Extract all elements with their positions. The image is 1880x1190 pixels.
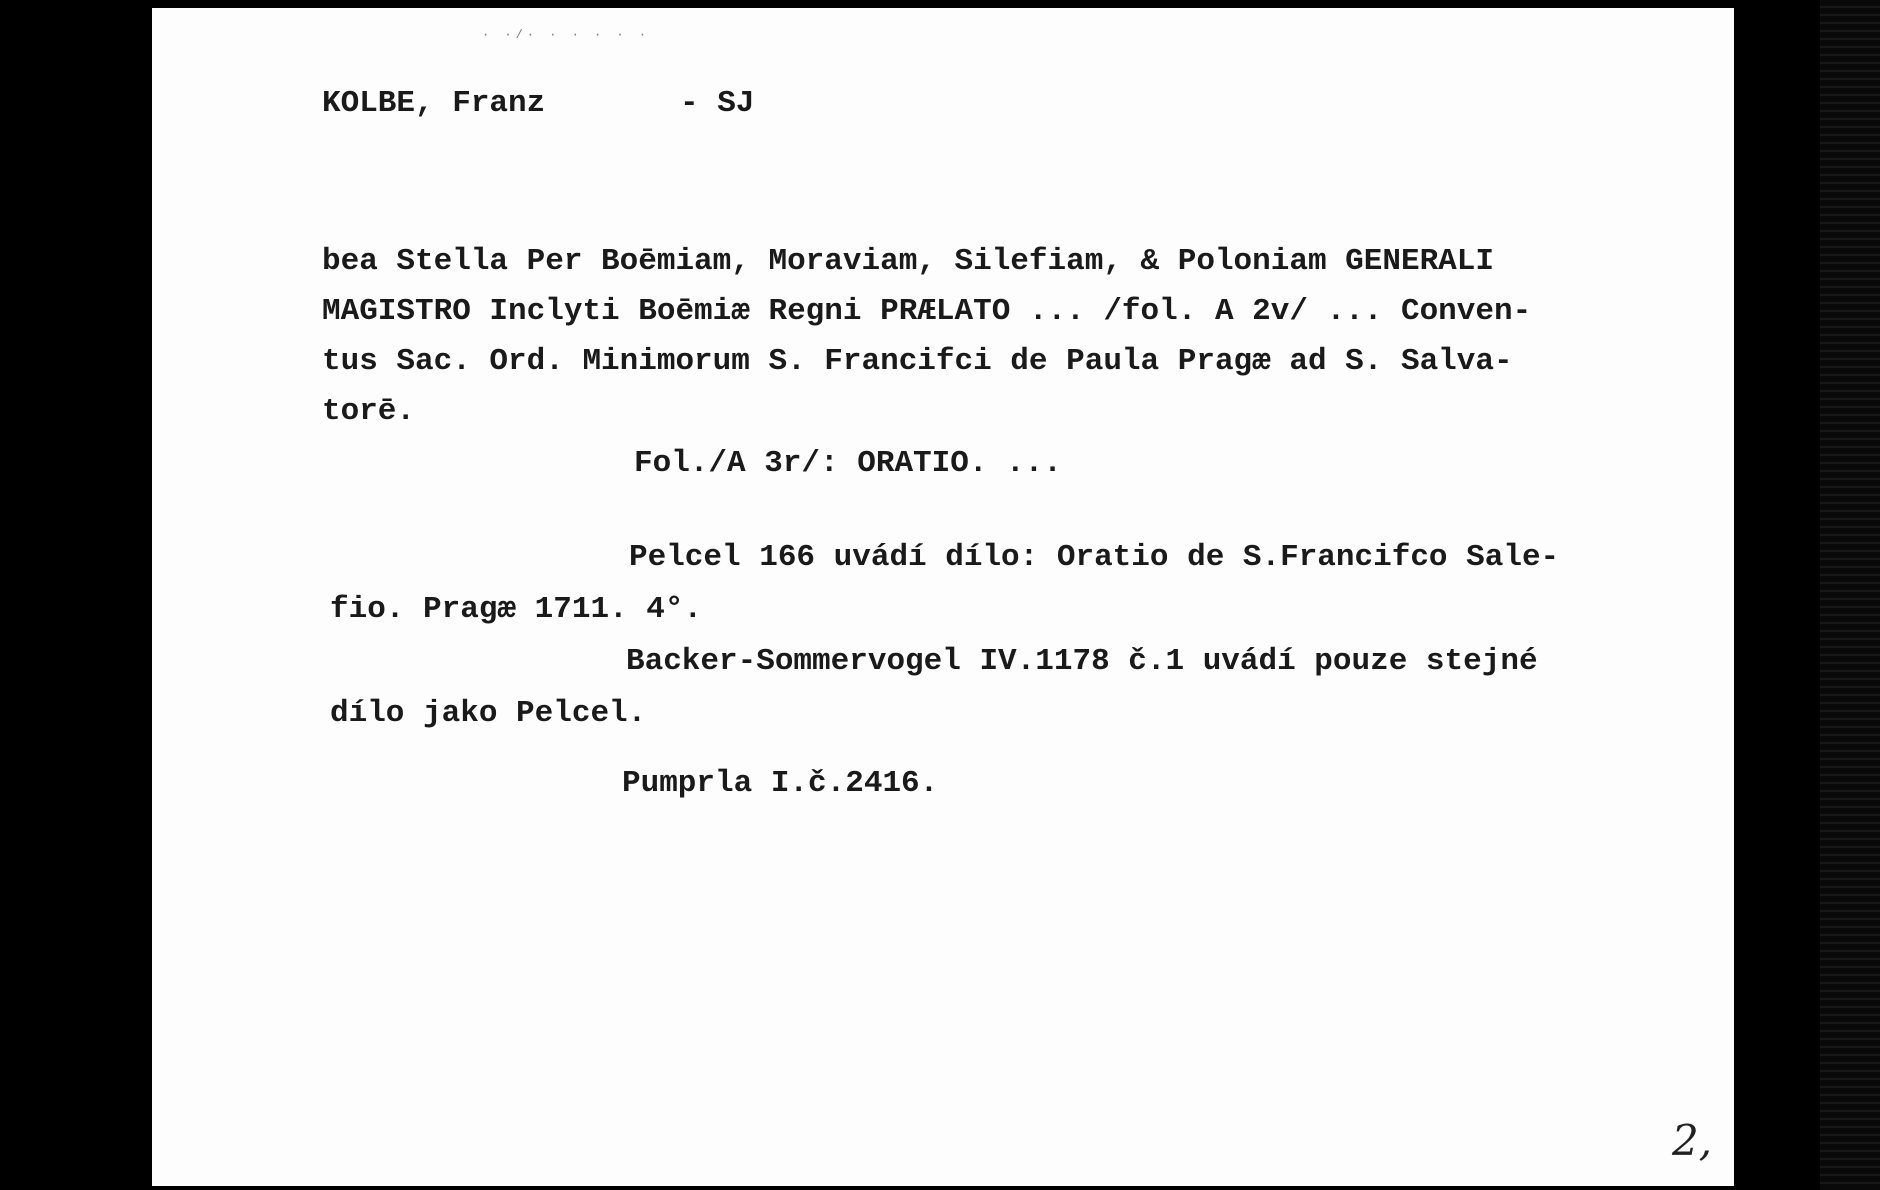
body-line-3: tus Sac. Ord. Minimorum S. Francifci de Paula Pragæ ad S. Salva- [322, 344, 1513, 379]
body-line-1: bea Stella Per Boēmiam, Moraviam, Silefiam, & Poloniam GENERALI [322, 244, 1494, 279]
note-line-1: Pelcel 166 uvádí dílo: Oratio de S.Francifco Sale- [629, 540, 1560, 575]
religious-order: - SJ [680, 86, 755, 121]
body-line-4: torē. [322, 394, 416, 429]
page-number: 2, [1672, 1116, 1713, 1165]
body-line-2: MAGISTRO Inclyti Boēmiæ Regni PRÆLATO ... /fol. A 2v/ ... Conven- [322, 294, 1532, 329]
film-edge-strip [1820, 0, 1880, 1190]
catalog-card [152, 8, 1734, 1186]
author-name: KOLBE, Franz [322, 86, 546, 121]
note-line-3: Backer-Sommervogel IV.1178 č.1 uvádí pouze stejné [626, 644, 1538, 679]
note-line-4: dílo jako Pelcel. [330, 696, 647, 731]
faint-marks: · ·/· · · · · · [482, 28, 651, 42]
reference-line: Pumprla I.č.2416. [622, 766, 939, 801]
folio-line: Fol./A 3r/: ORATIO. ... [634, 446, 1062, 481]
note-line-2: fio. Pragæ 1711. 4°. [330, 592, 703, 627]
